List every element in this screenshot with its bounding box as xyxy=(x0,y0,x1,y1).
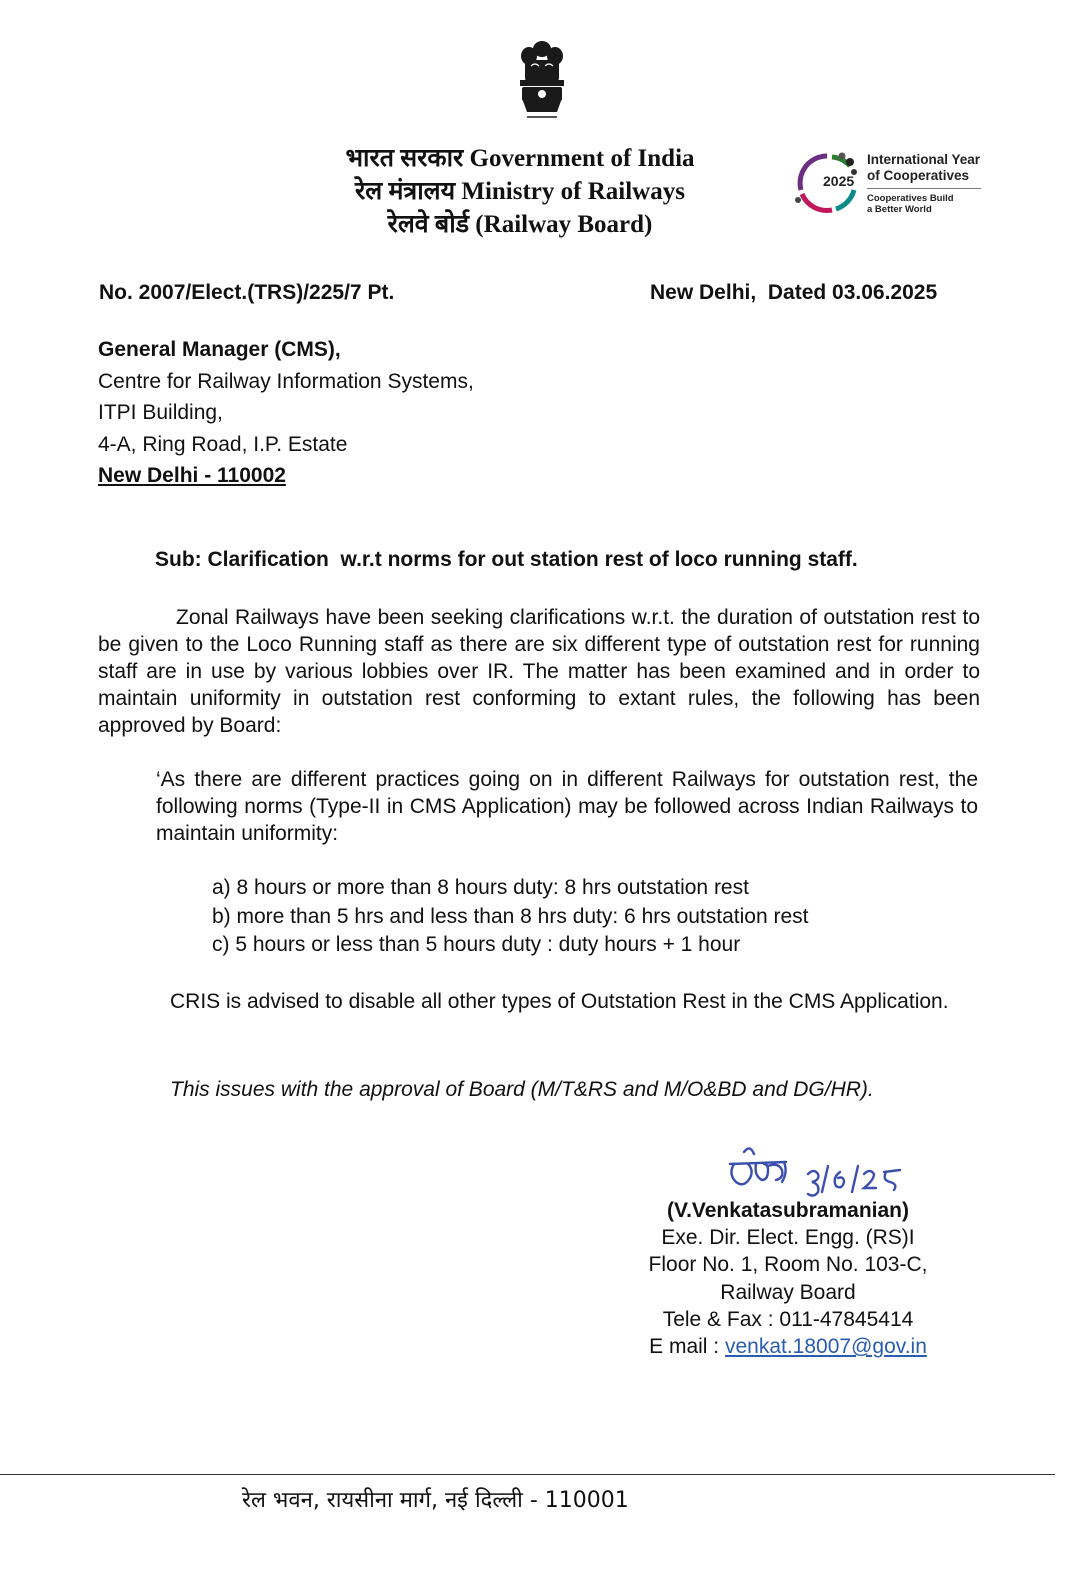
signatory-email-row xyxy=(610,1333,966,1360)
body-paragraph-2: CRIS is advised to disable all other types of Outstation Rest in the CMS Application. xyxy=(170,990,949,1013)
addressee-designation: General Manager (CMS), xyxy=(98,338,341,361)
iyc-title-line2: of Cooperatives xyxy=(867,168,970,183)
signatory-name: (V.Venkatasubramanian) xyxy=(667,1199,909,1222)
addressee-line1: Centre for Railway Information Systems, xyxy=(98,369,474,393)
signatory-organisation: Railway Board xyxy=(720,1280,856,1304)
iyc-2025-logo xyxy=(788,142,988,222)
iyc-tagline-line2: a Better World xyxy=(867,204,932,215)
addressee-city: New Delhi - 110002 xyxy=(98,464,286,487)
list-item: c) 5 hours or less than 5 hours duty : duty hours + 1 hour xyxy=(212,933,741,956)
header-railway-board: रेलवे बोर्ड (Railway Board) xyxy=(387,211,653,238)
footer-address: रेल भवन, रायसीना मार्ग, नई दिल्ली - 110001 xyxy=(242,1488,629,1513)
addressee-line3: 4-A, Ring Road, I.P. Estate xyxy=(98,432,348,456)
email-link[interactable]: venkat.18007@gov.in xyxy=(724,1335,927,1359)
letter-reference-number: No. 2007/Elect.(TRS)/225/7 Pt. xyxy=(99,281,395,304)
header-ministry-of-railways: रेल मंत्रालय Ministry of Railways xyxy=(355,178,685,205)
letter-place-date: New Delhi, Dated 03.06.2025 xyxy=(650,281,938,304)
header-government-of-india: भारत सरकार Government of India xyxy=(345,145,695,172)
signatory-phone: Tele & Fax : 011-47845414 xyxy=(662,1307,914,1331)
national-emblem-icon xyxy=(513,40,571,122)
body-paragraph-1: Zonal Railways have been seeking clarifications w.r.t. the duration of outstation rest to be given to the Loco Running staff as there are six different type of outstation rest for running staff are in use by various lobbies over IR. The matter has been examined and in order to maintain uniformity in outstation rest conforming to extant rules, the following has been approved by Board: xyxy=(98,606,980,737)
signatory-office: Floor No. 1, Room No. 103-C, xyxy=(648,1253,928,1277)
iyc-divider xyxy=(867,188,981,189)
iyc-tagline-line1: Cooperatives Build xyxy=(867,193,954,204)
signatory-block xyxy=(610,1197,966,1360)
signatory-designation: Exe. Dir. Elect. Engg. (RS)I xyxy=(661,1226,915,1250)
letter-subject: Sub: Clarification w.r.t norms for out station rest of loco running staff. xyxy=(155,548,858,571)
handwritten-signature xyxy=(724,1138,904,1198)
addressee-line2: ITPI Building, xyxy=(98,401,223,424)
addressee-block xyxy=(98,334,474,492)
body-quote: ‘As there are different practices going on in different Railways for outstation rest, the following norms (Type-II in CMS Application) may be followed across Indian Railways to maintain uniformity: xyxy=(156,768,978,845)
footer-divider xyxy=(0,1474,1055,1475)
norms-list xyxy=(212,874,808,960)
email-label: E mail : xyxy=(649,1335,725,1359)
list-item: b) more than 5 hrs and less than 8 hrs duty: 6 hrs outstation rest xyxy=(212,904,809,928)
iyc-title-line1: International Year xyxy=(867,152,981,167)
iyc-year: 2025 xyxy=(823,173,855,189)
list-item: a) 8 hours or more than 8 hours duty: 8 hrs outstation rest xyxy=(212,876,749,899)
approval-statement: This issues with the approval of Board (M/T&RS and M/O&BD and DG/HR). xyxy=(170,1078,874,1101)
